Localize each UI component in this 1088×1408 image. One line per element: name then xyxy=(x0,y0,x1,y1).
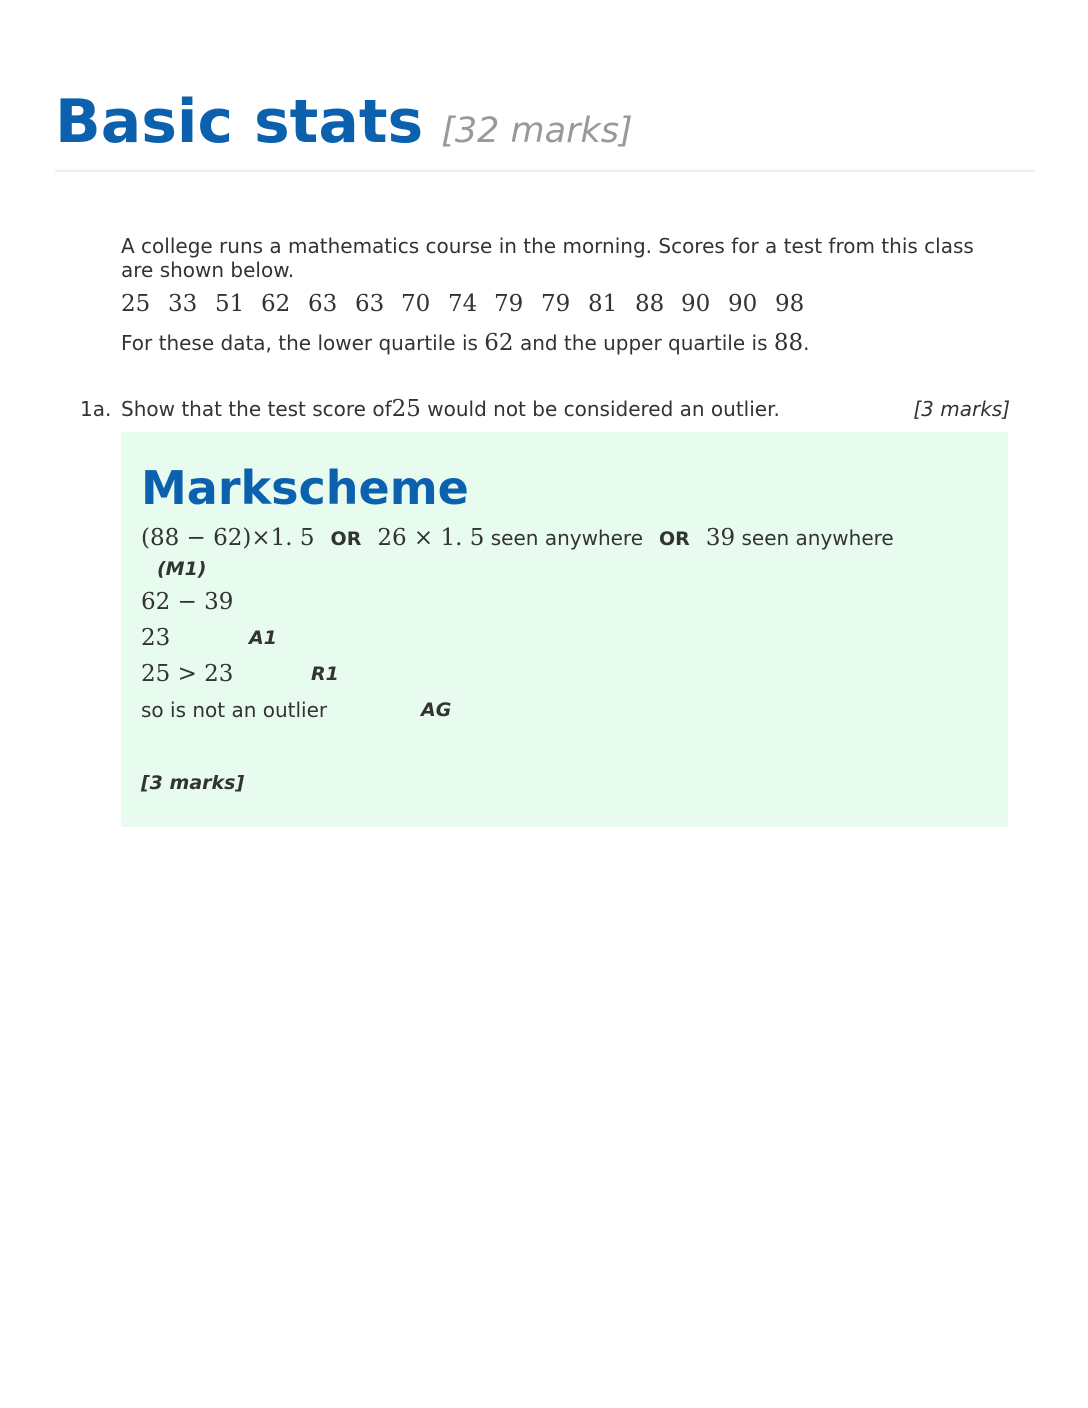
markscheme-total xyxy=(141,768,244,797)
question-text-after: would not be considered an outlier. xyxy=(427,397,780,421)
markscheme-line-4 xyxy=(141,660,401,688)
or-label: OR xyxy=(659,528,690,550)
question-value: 25 xyxy=(391,396,421,422)
ms-expression: 39 xyxy=(705,525,736,551)
question-marks: [3 marks] xyxy=(913,397,1010,421)
markscheme-line-5 xyxy=(141,696,501,724)
markscheme-box xyxy=(121,432,1008,827)
score-value: 98 xyxy=(775,291,805,317)
quartile-prefix: For these data, the lower quartile is xyxy=(121,331,478,355)
mark-code: R1 xyxy=(311,663,339,685)
score-value: 81 xyxy=(588,291,618,317)
upper-quartile: 88 xyxy=(773,330,804,356)
ms-text: so is not an outlier xyxy=(141,698,328,722)
markscheme-title: Markscheme xyxy=(141,461,469,515)
score-value: 63 xyxy=(355,291,385,317)
score-value: 88 xyxy=(635,291,665,317)
markscheme-line-1 xyxy=(141,524,894,553)
score-value: 33 xyxy=(168,291,198,317)
markscheme-total-marks: [3 marks] xyxy=(141,772,245,794)
markscheme-line-3 xyxy=(141,624,277,652)
markscheme-mark-m1 xyxy=(157,554,207,583)
question-text xyxy=(121,396,780,422)
score-value: 90 xyxy=(681,291,711,317)
ms-expression: 62 − 39 xyxy=(141,589,234,615)
ms-expression: (88 − 62)×1. 5 xyxy=(141,525,315,551)
ms-expression: 26 × 1. 5 xyxy=(377,525,485,551)
or-label: OR xyxy=(330,528,362,550)
score-value: 51 xyxy=(215,291,245,317)
score-value: 25 xyxy=(121,291,151,317)
score-value: 63 xyxy=(308,291,338,317)
question-number: 1a. xyxy=(80,397,112,421)
ms-expression: 23 xyxy=(141,625,171,651)
markscheme-line-2 xyxy=(141,588,233,616)
score-value: 79 xyxy=(541,291,571,317)
question-text-before: Show that the test score of xyxy=(121,397,392,421)
mark-code: AG xyxy=(421,699,452,721)
ms-expression: 25 > 23 xyxy=(141,661,234,687)
mark-code: (M1) xyxy=(157,558,207,580)
mark-code: A1 xyxy=(249,627,277,649)
score-value: 70 xyxy=(401,291,431,317)
seen-anywhere-text: seen anywhere xyxy=(490,526,644,550)
quartile-statement xyxy=(121,330,1021,356)
lower-quartile: 62 xyxy=(484,330,514,356)
page-title: Basic stats xyxy=(55,87,424,157)
score-value: 74 xyxy=(448,291,478,317)
seen-anywhere-text: seen anywhere xyxy=(741,526,894,550)
intro-text: A college runs a mathematics course in the morning. Scores for a test from this class are shown below. xyxy=(121,234,974,282)
score-value: 62 xyxy=(261,291,291,317)
page-header xyxy=(55,84,1035,172)
scores-list xyxy=(121,291,1021,323)
score-value: 79 xyxy=(494,291,524,317)
quartile-suffix: . xyxy=(803,331,810,355)
quartile-middle: and the upper quartile is xyxy=(519,331,768,355)
total-marks: [32 marks] xyxy=(441,111,633,151)
score-value: 90 xyxy=(728,291,758,317)
